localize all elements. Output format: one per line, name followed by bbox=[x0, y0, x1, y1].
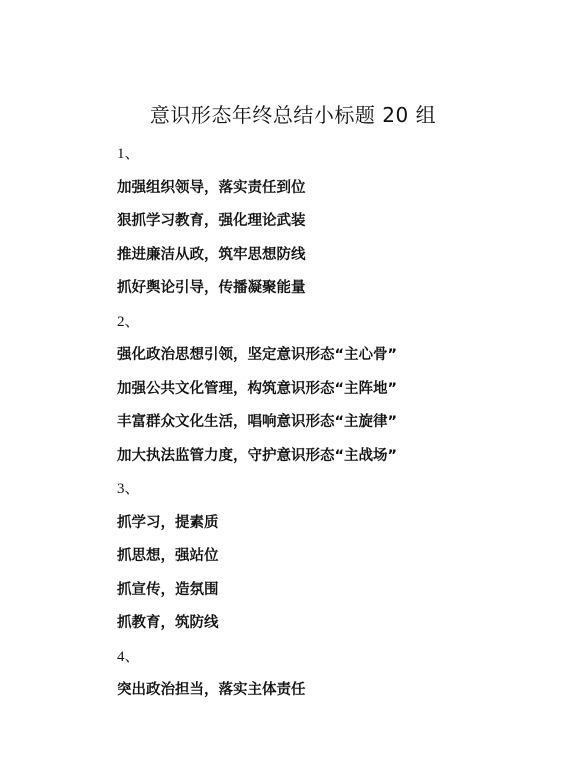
list-item: 加大执法监管力度，守护意识形态“主战场” bbox=[117, 447, 398, 464]
list-item: 抓宣传，造氛围 bbox=[117, 581, 219, 598]
list-item: 丰富群众文化生活，唱响意识形态“主旋律” bbox=[117, 414, 398, 430]
section-number: 3、 bbox=[117, 481, 140, 497]
list-item: 抓好舆论引导，传播凝聚能量 bbox=[117, 280, 306, 296]
document-title: 意识形态年终总结小标题 20 组 bbox=[149, 103, 437, 127]
list-item: 抓学习，提素质 bbox=[117, 514, 219, 531]
document-body bbox=[117, 138, 557, 708]
section-number: 4、 bbox=[117, 648, 140, 665]
list-item: 狠抓学习教育，强化理论武装 bbox=[117, 213, 306, 229]
list-item: 抓教育，筑防线 bbox=[117, 615, 219, 631]
list-item: 推进廉洁从政，筑牢思想防线 bbox=[117, 246, 306, 263]
list-item: 加强组织领导，落实责任到位 bbox=[117, 179, 306, 196]
section-number: 2、 bbox=[117, 313, 140, 330]
list-item: 突出政治担当，落实主体责任 bbox=[117, 682, 306, 698]
list-item: 强化政治思想引领，坚定意识形态“主心骨” bbox=[117, 347, 398, 363]
section-number: 1、 bbox=[117, 146, 140, 162]
list-item: 抓思想，强站位 bbox=[117, 548, 219, 564]
list-item: 加强公共文化管理，构筑意识形态“主阵地” bbox=[117, 380, 398, 397]
